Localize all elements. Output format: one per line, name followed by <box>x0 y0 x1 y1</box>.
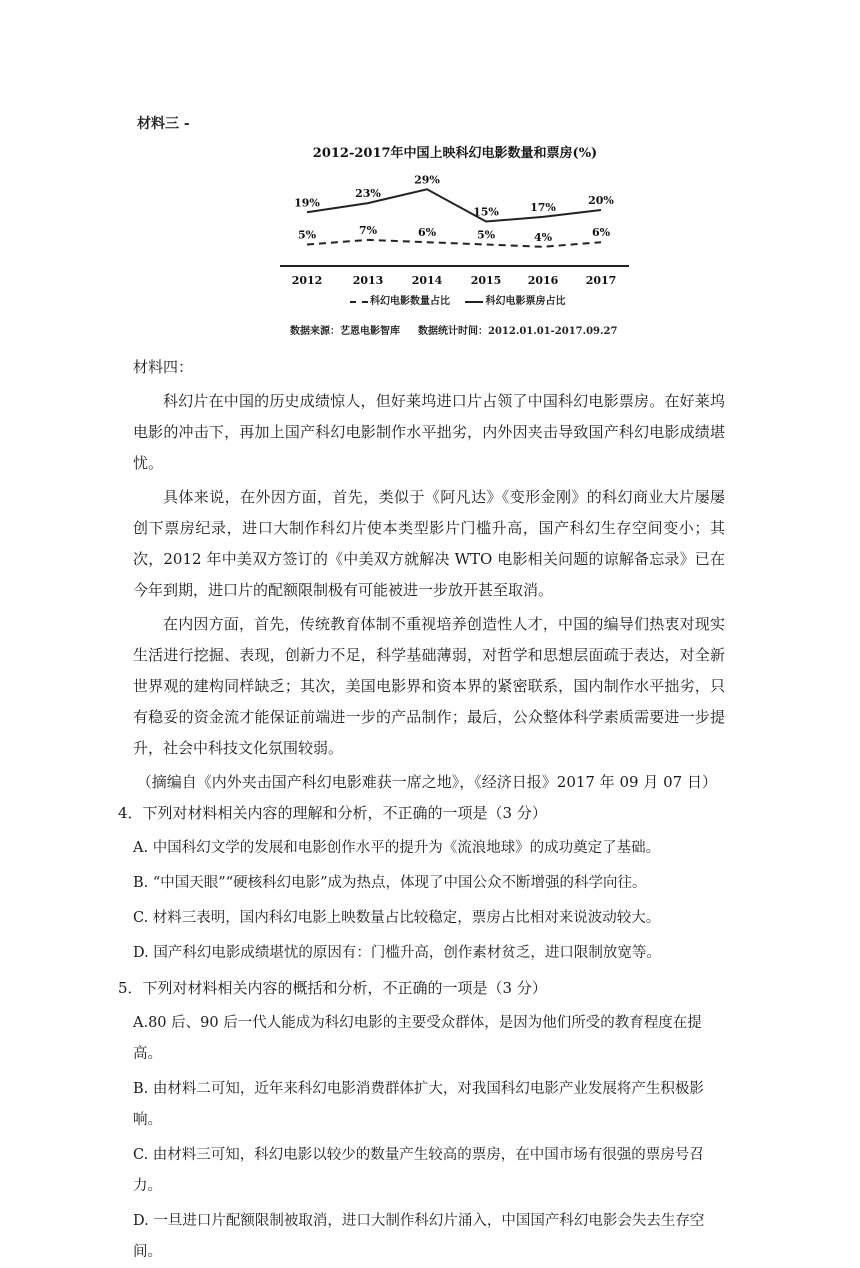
question-5-option-b: B. 由材料二可知，近年来科幻电影消费群体扩大，对我国科幻电影产业发展将产生积极影响。 <box>133 1081 704 1128</box>
chart-source-label: 数据来源：艺恩电影智库 <box>290 326 400 337</box>
series-line-count <box>307 240 601 247</box>
material3-label: 材料三 - <box>137 116 190 132</box>
legend-label-count: 科幻电影数量占比 <box>370 296 450 307</box>
series-line-boxoffice <box>307 189 601 221</box>
data-label-boxoffice: 15% <box>473 205 499 219</box>
x-tick-label: 2013 <box>352 274 384 287</box>
legend-dashed-swatch <box>350 301 368 303</box>
data-label-count: 4% <box>533 230 553 244</box>
data-label-count: 7% <box>358 223 378 237</box>
data-label-boxoffice: 20% <box>588 194 614 207</box>
question-4-option-b: B. “中国天眼”“硬核科幻电影”成为热点，体现了中国公众不断增强的科学向往。 <box>133 875 647 891</box>
chart-figure <box>275 140 635 345</box>
chart-period-label: 数据统计时间：2012.01.01-2017.09.27 <box>418 326 618 337</box>
legend-item-count <box>350 292 450 307</box>
data-label-count: 6% <box>591 226 611 240</box>
paragraph-3: 在内因方面，首先，传统教育体制不重视培养创造性人才，中国的编导们热衷对现实生活进行挖掘、表现，创新力不足，科学基础薄弱，对哲学和思想层面疏于表达，对全新世界观的建构同样缺乏；其次，美国电影界和资本界的紧密联系，国内制作水平拙劣，只有稳妥的资金流才能保证前端进一步的产品制作；最后，公众整体科学素质需要进一步提升，社会中科技文化氛围较弱。 <box>133 615 725 757</box>
data-label-count: 6% <box>417 226 437 240</box>
question-5-option-c: C. 由材料三可知，科幻电影以较少的数量产生较高的票房，在中国市场有很强的票房号召力。 <box>133 1147 704 1194</box>
data-label-boxoffice: 19% <box>294 196 320 210</box>
chart-source <box>290 322 617 337</box>
x-tick-label: 2017 <box>585 274 617 287</box>
chart-plot <box>275 164 635 292</box>
data-label-boxoffice: 17% <box>530 200 556 214</box>
text-body <box>118 352 725 1268</box>
data-label-count: 5% <box>476 228 496 242</box>
chart-legend <box>350 292 577 307</box>
x-tick-label: 2016 <box>527 274 559 287</box>
question-5-option-a: A.80 后、90 后一代人能成为科幻电影的主要受众群体，是因为他们所受的教育程度在提高。 <box>133 1015 702 1062</box>
legend-solid-swatch <box>465 301 483 303</box>
data-label-count: 5% <box>297 228 317 242</box>
x-tick-label: 2014 <box>411 274 443 287</box>
x-tick-label: 2012 <box>291 274 323 287</box>
question-4-stem: 4．下列对材料相关内容的理解和分析，不正确的一项是（3 分） <box>118 804 547 822</box>
x-tick-label: 2015 <box>470 274 502 287</box>
question-5-option-d: D. 一旦进口片配额限制被取消，进口大制作科幻片涌入，中国国产科幻电影会失去生存空间。 <box>133 1213 705 1260</box>
question-4-option-d: D. 国产科幻电影成绩堪忧的原因有：门槛升高，创作素材贫乏，进口限制放宽等。 <box>133 945 661 961</box>
data-label-boxoffice: 29% <box>414 173 440 187</box>
question-4-option-c: C. 材料三表明，国内科幻电影上映数量占比较稳定，票房占比相对来说波动较大。 <box>133 910 661 926</box>
data-label-boxoffice: 23% <box>355 187 381 201</box>
paragraph-1: 科幻片在中国的历史成绩惊人，但好莱坞进口片占领了中国科幻电影票房。在好莱坞电影的冲击下，再加上国产科幻电影制作水平拙劣，内外因夹击导致国产科幻电影成绩堪忧。 <box>133 392 725 472</box>
legend-item-boxoffice <box>465 292 565 307</box>
citation: （摘编自《内外夹击国产科幻电影难获一席之地》，《经济日报》2017 年 09 月 07 日） <box>136 773 717 791</box>
question-5-stem: 5．下列对材料相关内容的概括和分析，不正确的一项是（3 分） <box>118 979 547 997</box>
legend-label-boxoffice: 科幻电影票房占比 <box>485 296 566 307</box>
question-4-option-a: A. 中国科幻文学的发展和电影创作水平的提升为《流浪地球》的成功奠定了基础。 <box>133 840 661 856</box>
chart-title: 2012-2017年中国上映科幻电影数量和票房(%) <box>312 146 598 161</box>
material4-label: 材料四： <box>133 358 194 376</box>
paragraph-2: 具体来说，在外因方面，首先，类似于《阿凡达》《变形金刚》的科幻商业大片屡屡创下票房纪录，进口大制作科幻片使本类型影片门槛升高，国产科幻生存空间变小；其次，2012 年中美双方签订的《中美双方就解决 WTO 电影相关问题的谅解备忘录》已在今年到期，进口片的配额限制极有可能被进一步放开甚至取消。 <box>133 488 725 599</box>
